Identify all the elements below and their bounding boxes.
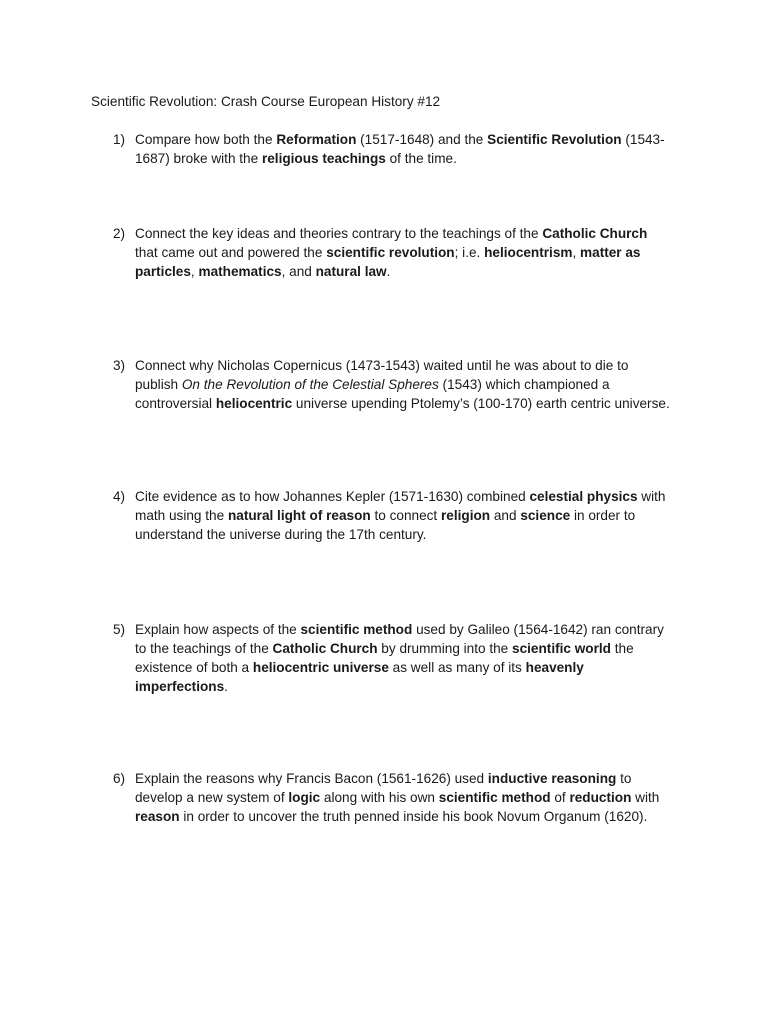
text-run: in order to understand the universe during the 17th century. bbox=[135, 508, 636, 542]
emphasis-term: matter as particles bbox=[135, 245, 641, 279]
text-run: universe upending Ptolemy’s (100-170) earth centric universe. bbox=[292, 396, 670, 411]
emphasis-term: mathematics bbox=[198, 264, 282, 279]
text-run: as well as many of its bbox=[388, 660, 526, 675]
text-run: with bbox=[631, 790, 660, 805]
question-text bbox=[135, 224, 673, 281]
text-run: the existence of both a bbox=[135, 641, 634, 675]
question-number: 4) bbox=[113, 489, 126, 504]
question-item bbox=[113, 224, 673, 281]
text-run: of bbox=[550, 790, 570, 805]
question-text bbox=[135, 356, 673, 413]
emphasis-term: religious teachings bbox=[261, 151, 386, 166]
question-item bbox=[113, 487, 673, 544]
text-run: that came out and powered the bbox=[135, 245, 327, 260]
text-run: used by Galileo (1564-1642) ran contrary to the teachings of the bbox=[135, 622, 664, 656]
emphasis-term: logic bbox=[288, 790, 321, 805]
emphasis-term: heliocentric universe bbox=[252, 660, 389, 675]
emphasis-term: celestial physics bbox=[529, 489, 638, 504]
text-run: Explain the reasons why Francis Bacon (1561-1626) used bbox=[135, 771, 488, 786]
document-title: Scientific Revolution: Crash Course European History #12 bbox=[91, 94, 441, 109]
text-run: to develop a new system of bbox=[135, 771, 632, 805]
emphasis-term: natural law bbox=[315, 264, 387, 279]
question-item bbox=[113, 130, 673, 168]
book-title: On the Revolution of the Celestial Spheres bbox=[181, 377, 439, 392]
emphasis-term: Scientific Revolution bbox=[487, 132, 622, 147]
emphasis-term: religion bbox=[440, 508, 491, 523]
text-run: to connect bbox=[370, 508, 441, 523]
question-item bbox=[113, 620, 673, 696]
text-run: (1543-1687) broke with the bbox=[135, 132, 665, 166]
question-text bbox=[135, 620, 673, 696]
emphasis-term: natural light of reason bbox=[227, 508, 371, 523]
text-run: (1543) which championed a controversial bbox=[135, 377, 610, 411]
text-run: of the time. bbox=[385, 151, 457, 166]
emphasis-term: Catholic Church bbox=[272, 641, 378, 656]
emphasis-term: science bbox=[520, 508, 571, 523]
emphasis-term: heavenly imperfections bbox=[135, 660, 584, 694]
emphasis-term: heliocentrism bbox=[484, 245, 573, 260]
text-run: . bbox=[386, 264, 391, 279]
text-run: . bbox=[224, 679, 228, 694]
text-run: along with his own bbox=[320, 790, 439, 805]
question-item bbox=[113, 356, 673, 413]
text-run: Compare how both the bbox=[135, 132, 277, 147]
text-run: Connect why Nicholas Copernicus (1473-1543) waited until he was about to die to publish bbox=[135, 358, 629, 392]
question-number: 1) bbox=[113, 132, 126, 147]
emphasis-term: Reformation bbox=[276, 132, 357, 147]
text-run: in order to uncover the truth penned inside his book Novum Organum (1620). bbox=[179, 809, 648, 824]
question-text bbox=[135, 769, 673, 826]
emphasis-term: scientific method bbox=[438, 790, 551, 805]
text-run: ; i.e. bbox=[454, 245, 485, 260]
emphasis-term: scientific method bbox=[300, 622, 413, 637]
text-run: Cite evidence as to how Johannes Kepler (1571-1630) combined bbox=[135, 489, 530, 504]
text-run: with math using the bbox=[135, 489, 666, 523]
text-run: Connect the key ideas and theories contrary to the teachings of the bbox=[135, 226, 543, 241]
text-run: Explain how aspects of the bbox=[135, 622, 301, 637]
question-number: 3) bbox=[113, 358, 126, 373]
emphasis-term: scientific world bbox=[512, 641, 611, 656]
text-run: , bbox=[572, 245, 581, 260]
text-run: and bbox=[490, 508, 521, 523]
emphasis-term: inductive reasoning bbox=[487, 771, 617, 786]
text-run: by drumming into the bbox=[377, 641, 513, 656]
text-run: , bbox=[190, 264, 199, 279]
question-number: 5) bbox=[113, 622, 126, 637]
question-item bbox=[113, 769, 673, 826]
question-number: 6) bbox=[113, 771, 126, 786]
emphasis-term: reason bbox=[135, 809, 180, 824]
text-run: (1517-1648) and the bbox=[356, 132, 488, 147]
emphasis-term: reduction bbox=[569, 790, 632, 805]
emphasis-term: heliocentric bbox=[215, 396, 293, 411]
question-number: 2) bbox=[113, 226, 126, 241]
question-text bbox=[135, 487, 673, 544]
emphasis-term: scientific revolution bbox=[326, 245, 455, 260]
emphasis-term: Catholic Church bbox=[542, 226, 648, 241]
question-text bbox=[135, 130, 673, 168]
text-run: , and bbox=[281, 264, 316, 279]
